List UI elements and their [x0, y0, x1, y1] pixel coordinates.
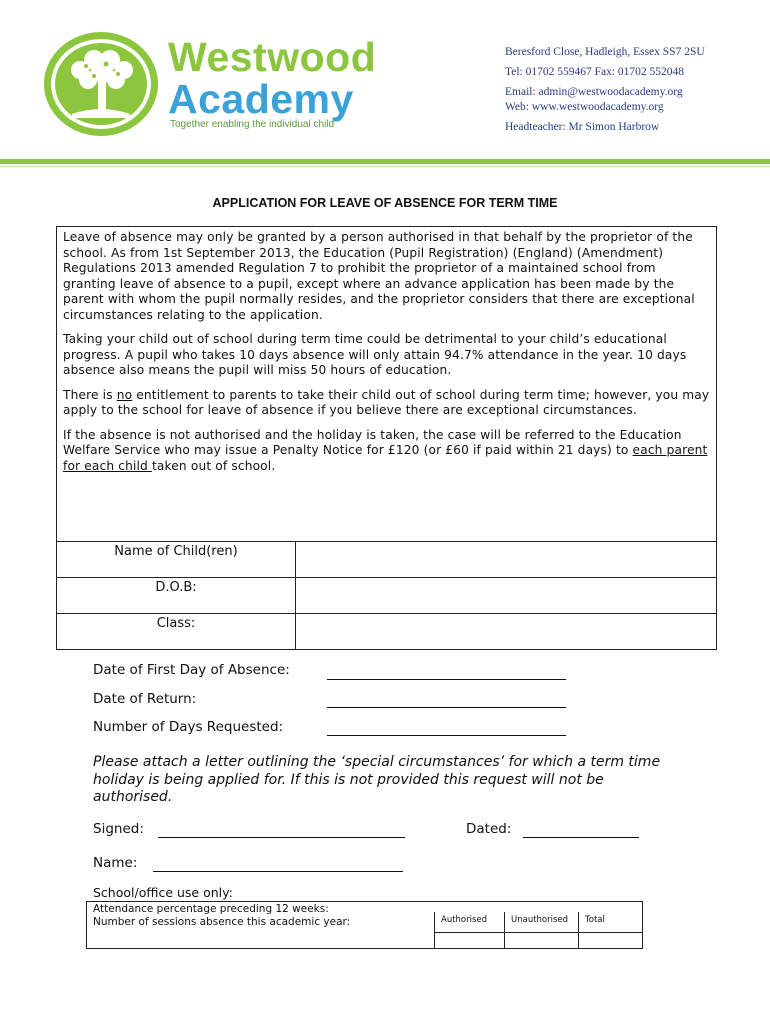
attendance-label: Attendance percentage preceding 12 weeks:	[93, 903, 329, 915]
para3-text-b: entitlement to parents to take their child out of school during term time; however, you may apply to the school for leave of absence if you believe there are exceptional circumstances.	[63, 387, 710, 417]
para3-text-a: There is	[63, 387, 117, 402]
school-phone: Tel: 01702 559467 Fax: 01702 552048	[505, 66, 685, 78]
dob-field[interactable]	[296, 578, 717, 614]
school-address: Beresford Close, Hadleigh, Essex SS7 2SU	[505, 46, 705, 58]
information-box	[56, 226, 717, 542]
school-tagline: Together enabling the individual child	[170, 119, 335, 130]
office-use-table	[86, 901, 643, 949]
name-label: Name:	[93, 855, 138, 871]
info-paragraph-3	[63, 388, 710, 419]
dated-label: Dated:	[466, 821, 512, 837]
days-requested-field[interactable]	[327, 735, 566, 736]
child-name-field[interactable]	[296, 542, 717, 578]
brand-name-line1: Westwood	[168, 34, 377, 80]
days-requested-label: Number of Days Requested:	[93, 719, 284, 735]
dob-label: D.O.B:	[57, 578, 296, 614]
para4-text-b: taken out of school.	[151, 458, 276, 473]
headteacher: Headteacher: Mr Simon Harbrow	[505, 121, 660, 133]
signature-field[interactable]	[158, 837, 405, 838]
form-title: APPLICATION FOR LEAVE OF ABSENCE FOR TERM TIME	[212, 196, 558, 210]
office-use-label: School/office use only:	[93, 885, 233, 900]
first-day-field[interactable]	[327, 679, 566, 680]
class-label: Class:	[57, 614, 296, 650]
return-label: Date of Return:	[93, 691, 197, 707]
authorised-header: Authorised	[434, 912, 504, 949]
school-web: Web: www.westwoodacademy.org	[505, 101, 664, 113]
table-row	[57, 614, 717, 650]
para4-text-a: If the absence is not authorised and the holiday is taken, the case will be referred to the Education Welfare Service who may issue a Penalty Notice for £120 (or £60 if paid within 21 days) to	[63, 427, 682, 457]
info-paragraph-1: Leave of absence may only be granted by a person authorised in that behalf by the proprietor of the school. As from 1st September 2013, the Education (Pupil Registration) (England) (Amendment) Regulations 2013 amended Regulation 7 to prohibit the proprietor of a maintained school from granting leave of absence to a pupil, except where an advance application has been made by the parent with whom the pupil normally resides, and the proprietor considers that there are exceptional circumstances relating to the application.	[63, 230, 695, 322]
child-details-table	[56, 541, 717, 650]
dated-field[interactable]	[523, 837, 639, 838]
school-logo-tree-icon	[42, 30, 160, 138]
table-row	[57, 542, 717, 578]
office-labels	[93, 903, 350, 929]
return-date-field[interactable]	[327, 707, 566, 708]
info-paragraph-2: Taking your child out of school during term time could be detrimental to your child’s educational progress. A pupil who takes 10 days absence will only attain 94.7% attendance in the year. 10 days absence also means the pupil will miss 50 hours of education.	[63, 332, 687, 377]
table-row	[57, 578, 717, 614]
sessions-label: Number of sessions absence this academic year:	[93, 916, 351, 928]
header-divider	[0, 159, 770, 164]
attach-letter-note: Please attach a letter outlining the ‘special circumstances’ for which a term time holiday is being applied for. If this is not provided this request will not be authorised.	[93, 754, 661, 805]
school-email: Email: admin@westwoodacademy.org	[505, 86, 683, 98]
class-field[interactable]	[296, 614, 717, 650]
sessions-grid	[434, 912, 643, 949]
first-day-label: Date of First Day of Absence:	[93, 662, 290, 678]
info-paragraph-4	[63, 428, 710, 475]
name-field[interactable]	[153, 871, 403, 872]
grid-divider	[434, 932, 643, 933]
unauthorised-header: Unauthorised	[504, 912, 578, 949]
child-name-label: Name of Child(ren)	[57, 542, 296, 578]
brand-name-line2: Academy	[168, 76, 354, 122]
signed-label: Signed:	[93, 821, 144, 837]
para3-underlined: no	[116, 387, 133, 402]
header-divider-thin	[0, 166, 770, 167]
para4-underlined: each parent for each child	[63, 443, 708, 473]
total-header: Total	[578, 912, 643, 949]
